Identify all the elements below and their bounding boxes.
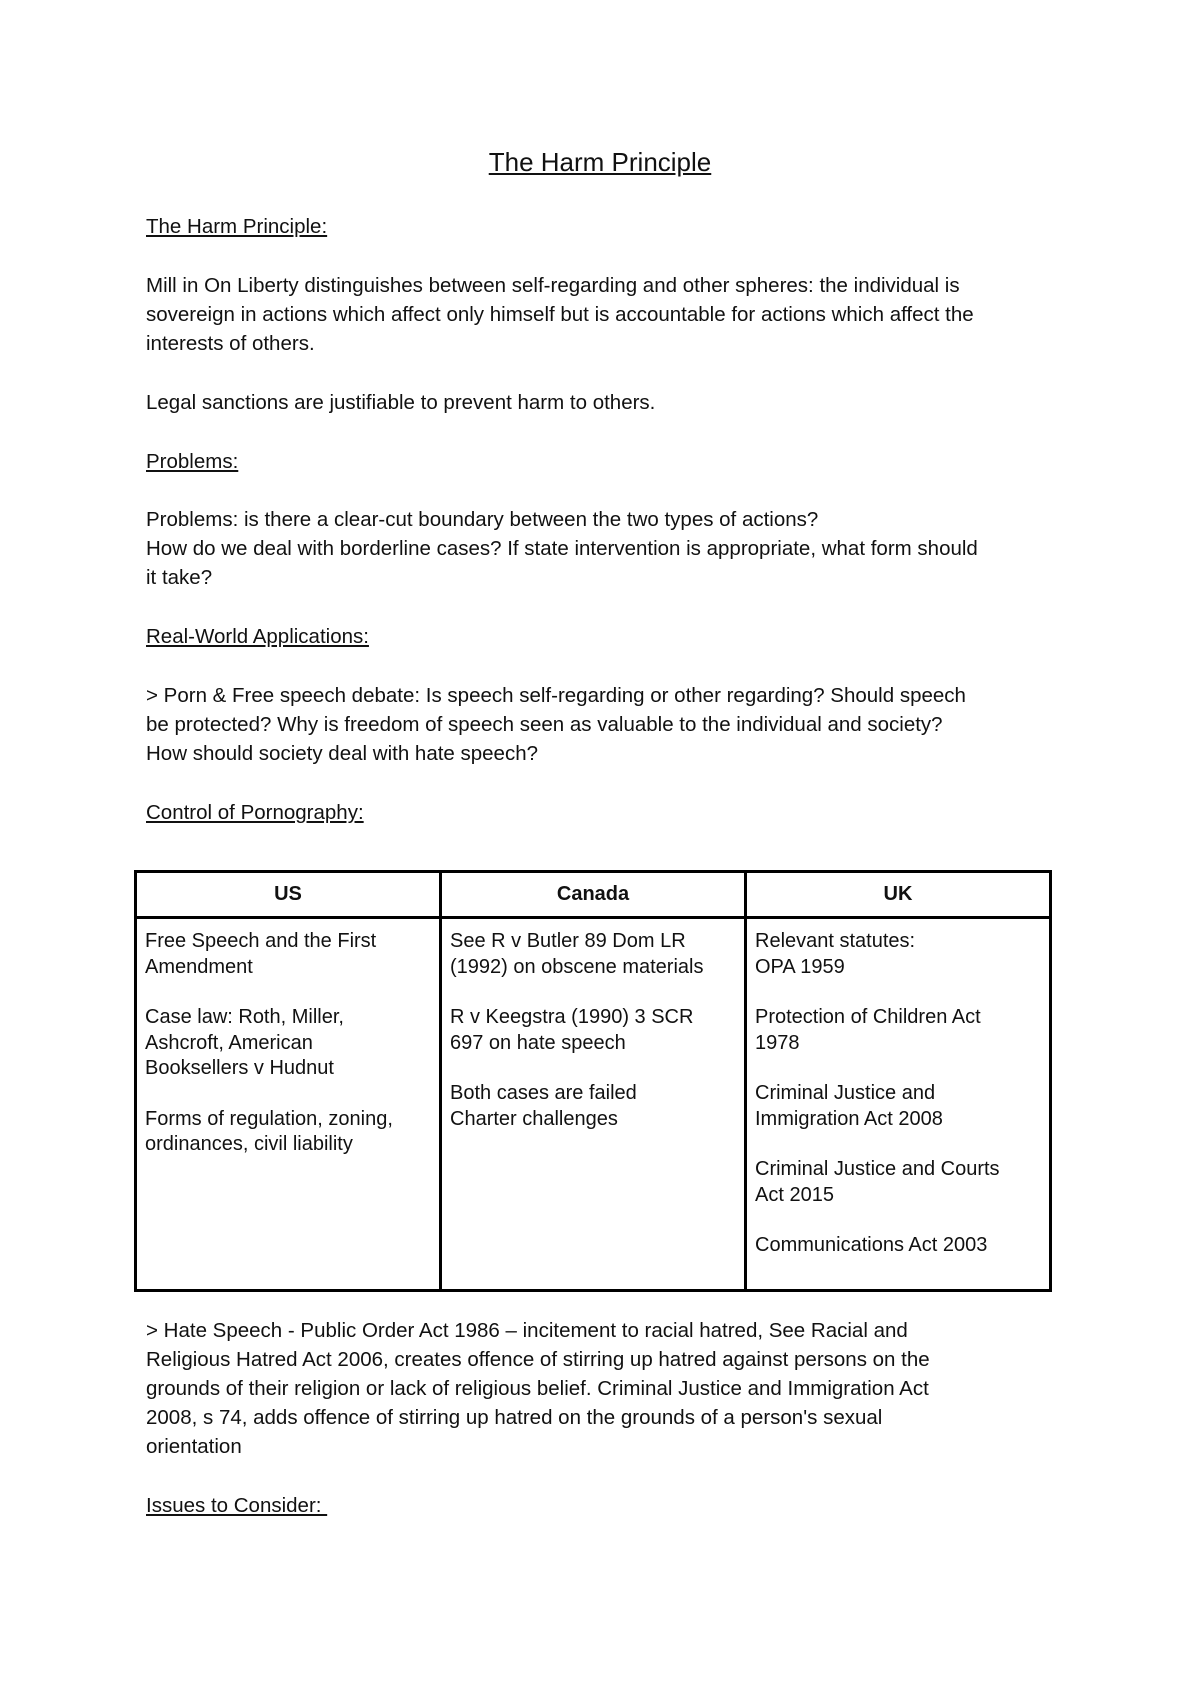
applications-line: How should society deal with hate speech? — [146, 742, 539, 765]
cell-paragraph — [755, 1081, 1041, 1132]
cell-paragraph — [450, 1081, 736, 1132]
header-canada: Canada — [441, 872, 746, 918]
issues-heading: Issues to Consider: — [146, 1494, 328, 1517]
hate-line: orientation — [146, 1435, 242, 1458]
cell-line: Free Speech and the First — [145, 930, 377, 952]
applications-heading: Real-World Applications: — [146, 625, 369, 648]
header-uk: UK — [746, 872, 1051, 918]
cell-line: OPA 1959 — [755, 955, 845, 978]
cell-uk — [746, 918, 1051, 1291]
applications-line: be protected? Why is freedom of speech seen as valuable to the individual and society? — [146, 713, 943, 736]
cell-line: Protection of Children Act — [755, 1006, 981, 1028]
hate-line: Religious Hatred Act 2006, creates offence of stirring up hatred against persons on the — [146, 1348, 930, 1371]
cell-line: Both cases are failed — [450, 1082, 637, 1104]
cell-paragraph — [450, 929, 736, 980]
cell-canada — [441, 918, 746, 1291]
cell-us — [136, 918, 441, 1291]
cell-line: ordinances, civil liability — [145, 1133, 353, 1155]
problems-heading: Problems: — [146, 450, 239, 473]
cell-line: 1978 — [755, 1031, 800, 1054]
cell-line: R v Keegstra (1990) 3 SCR — [450, 1006, 694, 1028]
cell-line: Charter challenges — [450, 1107, 618, 1130]
applications-paragraph — [146, 681, 1056, 768]
cell-paragraph — [145, 1107, 431, 1158]
mill-line: sovereign in actions which affect only himself but is accountable for actions which affect the — [146, 303, 974, 326]
table-header-row — [136, 872, 1051, 918]
cell-paragraph — [450, 1005, 736, 1056]
hate-line: > Hate Speech - Public Order Act 1986 – incitement to racial hatred, See Racial and — [146, 1319, 908, 1342]
cell-line: (1992) on obscene materials — [450, 955, 704, 978]
cell-line: Act 2015 — [755, 1183, 834, 1206]
cell-line: Immigration Act 2008 — [755, 1107, 943, 1130]
cell-line: Ashcroft, American — [145, 1031, 313, 1054]
cell-line: Booksellers v Hudnut — [145, 1057, 334, 1079]
cell-line: 697 on hate speech — [450, 1031, 626, 1054]
applications-line: > Porn & Free speech debate: Is speech self-regarding or other regarding? Should speech — [146, 684, 966, 707]
harm-principle-heading: The Harm Principle: — [146, 215, 328, 238]
control-of-pornography-heading: Control of Pornography: — [146, 801, 364, 824]
cell-line: Forms of regulation, zoning, — [145, 1107, 393, 1130]
header-us: US — [136, 872, 441, 918]
mill-paragraph — [146, 271, 1056, 358]
cell-line: Criminal Justice and — [755, 1082, 936, 1104]
legal-sanctions-paragraph: Legal sanctions are justifiable to prevent harm to others. — [146, 391, 656, 414]
cell-line: Communications Act 2003 — [755, 1234, 988, 1256]
hate-line: grounds of their religion or lack of religious belief. Criminal Justice and Immigration Act — [146, 1377, 929, 1400]
jurisdiction-table — [134, 870, 1052, 1292]
cell-paragraph — [145, 929, 431, 980]
document-title: The Harm Principle — [488, 147, 712, 177]
cell-line: Relevant statutes: — [755, 930, 916, 952]
cell-paragraph — [755, 929, 1041, 980]
cell-line: Criminal Justice and Courts — [755, 1158, 1000, 1180]
problems-line: it take? — [146, 566, 213, 589]
cell-paragraph — [145, 1005, 431, 1082]
problems-line: How do we deal with borderline cases? If state intervention is appropriate, what form should — [146, 537, 978, 560]
problems-line: Problems: is there a clear-cut boundary between the two types of actions? — [146, 508, 819, 531]
table-row — [136, 918, 1051, 1291]
cell-line: See R v Butler 89 Dom LR — [450, 930, 686, 952]
problems-paragraph — [146, 505, 1056, 592]
hate-line: 2008, s 74, adds offence of stirring up hatred on the grounds of a person's sexual — [146, 1406, 883, 1429]
cell-line: Case law: Roth, Miller, — [145, 1006, 344, 1028]
cell-paragraph — [755, 1157, 1041, 1208]
hate-speech-paragraph — [146, 1316, 1056, 1461]
mill-line: interests of others. — [146, 332, 315, 355]
cell-paragraph — [755, 1233, 1041, 1259]
cell-line: Amendment — [145, 955, 253, 978]
mill-line: Mill in On Liberty distinguishes between self-regarding and other spheres: the individual is — [146, 274, 960, 297]
cell-paragraph — [755, 1005, 1041, 1056]
